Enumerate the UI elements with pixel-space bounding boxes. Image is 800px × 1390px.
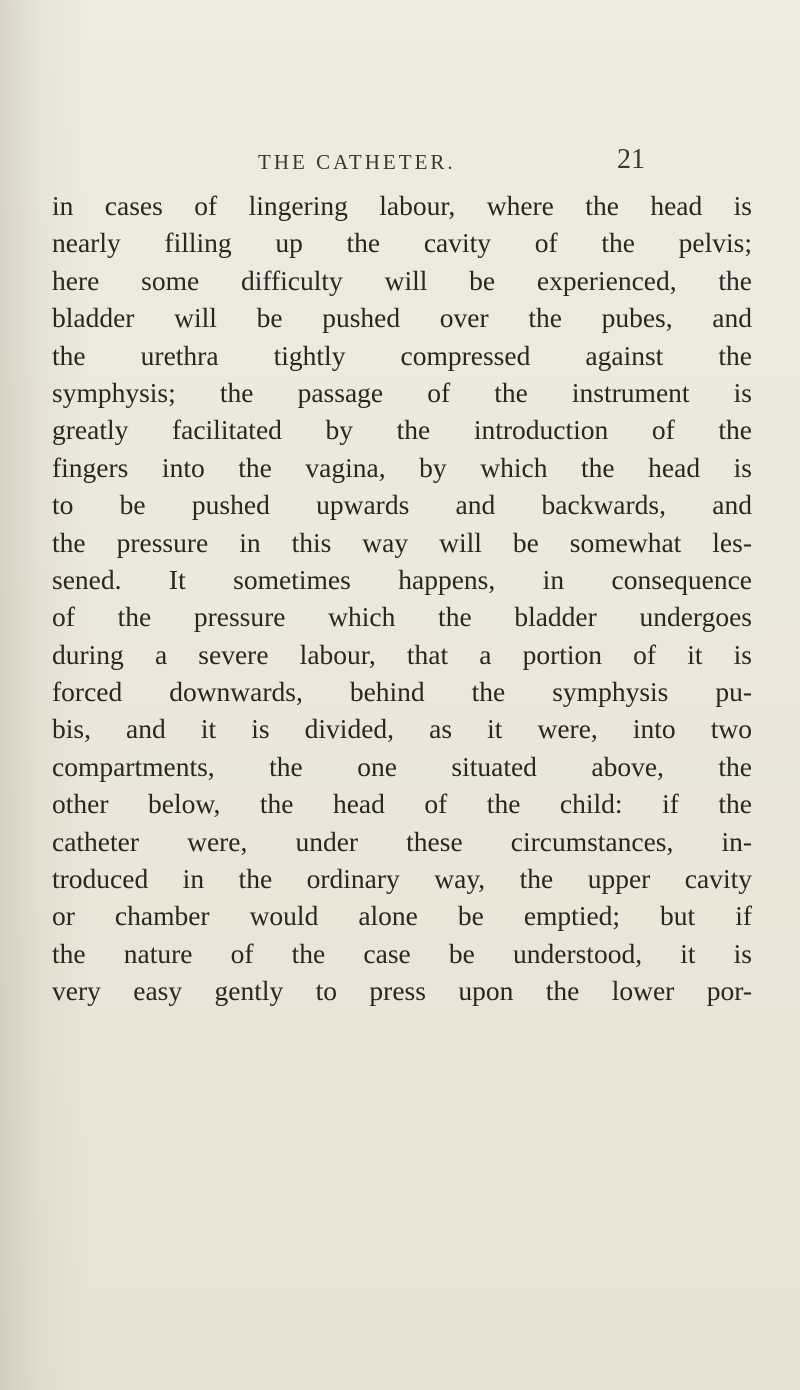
text-line: fingers into the vagina, by which the head is xyxy=(52,451,752,483)
running-title: THE CATHETER. xyxy=(258,150,456,174)
text-line: symphysis; the passage of the instrument is xyxy=(52,376,752,408)
text-line: here some difficulty will be experienced, the xyxy=(52,264,752,296)
text-line: bis, and it is divided, as it were, into two xyxy=(52,713,752,745)
text-line: very easy gently to press upon the lower por- xyxy=(52,975,752,1007)
text-line: greatly facilitated by the introduction of the xyxy=(52,414,752,446)
text-line: the urethra tightly compressed against the xyxy=(52,339,752,371)
text-line: compartments, the one situated above, the xyxy=(52,750,752,782)
text-line: in cases of lingering labour, where the head is xyxy=(52,190,752,221)
text-line: nearly filling up the cavity of the pelvis; xyxy=(52,227,752,259)
text-line: sened. It sometimes happens, in consequence xyxy=(52,563,752,595)
page-number: 21 xyxy=(617,144,645,175)
text-line: troduced in the ordinary way, the upper cavity xyxy=(52,863,752,895)
text-line: other below, the head of the child: if the xyxy=(52,788,752,820)
text-line: catheter were, under these circumstances, in- xyxy=(52,825,752,857)
text-line: or chamber would alone be emptied; but if xyxy=(52,900,752,932)
text-line: the pressure in this way will be somewhat les- xyxy=(52,526,752,558)
text-line: of the pressure which the bladder undergoes xyxy=(52,601,752,633)
body-text xyxy=(52,187,752,1010)
text-line: to be pushed upwards and backwards, and xyxy=(52,489,752,521)
text-line: during a severe labour, that a portion of it is xyxy=(52,638,752,670)
text-line: bladder will be pushed over the pubes, and xyxy=(52,302,752,334)
running-head xyxy=(0,144,800,190)
text-line: the nature of the case be understood, it is xyxy=(52,937,752,969)
text-line: forced downwards, behind the symphysis pu- xyxy=(52,676,752,708)
